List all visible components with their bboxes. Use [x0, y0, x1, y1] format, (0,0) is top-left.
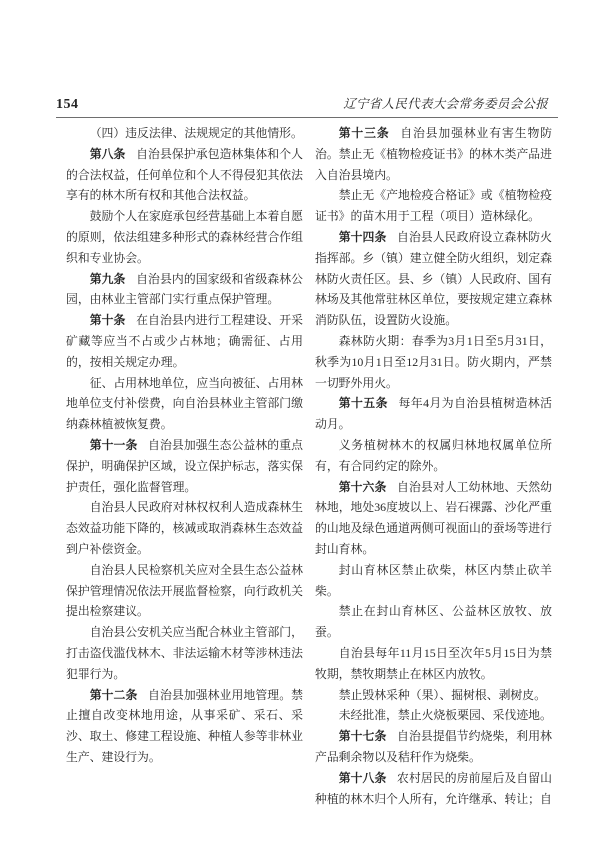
paragraph [66, 560, 303, 622]
article-number: 第八条 [89, 146, 126, 161]
paragraph-text: （四）违反法律、法规规定的其他情形。 [89, 126, 303, 140]
paragraph-text: 每年4月为自治县植树造林活动月。 [315, 396, 553, 432]
paragraph-text: 未经批准，禁止火烧板栗园、采伐迹地。 [338, 708, 552, 723]
paragraph [315, 477, 552, 560]
left-column [66, 123, 303, 809]
paragraph-text: 自治县加强林业用地管理。禁止擅自改变林地用途，从事采矿、采石、采沙、取土、修建工程设施、种植人参等非林业生产、建设行为。 [66, 687, 303, 764]
article-number: 第十五条 [338, 396, 388, 411]
paragraph [315, 726, 552, 768]
paragraph-text: 自治县提倡节约烧柴，利用林产品剩余物以及秸秆作为烧柴。 [315, 729, 552, 764]
paragraph [315, 227, 552, 331]
paragraph-text: 自治县对人工幼林地、天然幼林地，地处36度坡以上、岩石裸露、沙化严重的山地及绿色通道两侧可视面山的蚕场等进行封山育林。 [315, 479, 552, 556]
paragraph-text: 禁止无《产地检疫合格证》或《植物检疫证书》的苗木用于工程（项目）造林绿化。 [315, 188, 552, 224]
paragraph [315, 560, 552, 602]
paragraph [315, 435, 552, 477]
paragraph-text: 禁止在封山育林区、公益林区放牧、放蚕。 [315, 604, 552, 640]
paragraph [66, 373, 303, 435]
paragraph-text: 在自治县内进行工程建设、开采矿藏等应当不占或少占林地；确需征、占用的，按相关规定办理。 [66, 313, 304, 369]
header-rule [56, 117, 558, 118]
paragraph-text: 自治县人民政府对林权权利人造成森林生态效益功能下降的，核减或取消森林生态效益到户补偿资金。 [66, 500, 303, 556]
article-number: 第十七条 [338, 729, 387, 744]
paragraph [66, 685, 303, 768]
paragraph-text: 义务植树林木的权属归林地权属单位所有，有合同约定的除外。 [315, 437, 552, 473]
page-number: 154 [56, 97, 79, 112]
paragraph [315, 705, 552, 726]
paragraph-text: 自治县人民政府设立森林防火指挥部。乡（镇）建立健全防火组织，划定森林防火责任区。县、乡（镇）人民政府、国有林场及其他常驻林区单位，要按规定建立森林消防队伍，设置防火设施。 [315, 229, 552, 328]
paragraph-text: 自治县加强生态公益林的重点保护，明确保护区域，设立保护标志，落实保护责任，强化监督管理。 [66, 437, 303, 494]
paragraph-text: 自治县公安机关应当配合林业主管部门，打击盗伐滥伐林木、非法运输木材等涉林违法犯罪行为。 [66, 625, 303, 681]
right-column [315, 123, 552, 809]
paragraph [315, 643, 552, 685]
article-number: 第十四条 [338, 229, 387, 244]
paragraph [66, 497, 303, 559]
article-number: 第十条 [89, 313, 126, 328]
paragraph [315, 185, 552, 227]
paragraph [66, 206, 303, 268]
paragraph-text: 封山育林区禁止砍柴，林区内禁止砍羊柴。 [315, 562, 552, 598]
article-number: 第十二条 [89, 687, 138, 702]
page-header [56, 94, 558, 113]
journal-title: 辽宁省人民代表大会常务委员会公报 [343, 97, 548, 111]
paragraph [315, 685, 552, 706]
paragraph-text: 自治县每年11月15日至次年5月15日为禁牧期，禁牧期禁止在林区内放牧。 [315, 645, 552, 681]
paragraph-text: 自治县加强林业有害生物防治。禁止无《植物检疫证书》的林木类产品进入自治县境内。 [315, 126, 553, 182]
paragraph-text: 自治县保护承包造林集体和个人的合法权益，任何单位和个人不得侵犯其依法享有的林木所有权和其他合法权益。 [66, 146, 304, 203]
paragraph-text: 农村居民的房前屋后及自留山种植的林木归个人所有，允许继承、转让；自 [315, 770, 552, 806]
text-columns [66, 123, 552, 809]
paragraph [66, 310, 303, 372]
article-number: 第十三条 [338, 126, 390, 140]
paragraph-text: 森林防火期：春季为3月1日至5月31日，秋季为10月1日至12月31日。防火期内，严禁一切野外用火。 [315, 333, 552, 390]
article-number: 第十八条 [338, 770, 387, 785]
paragraph [315, 393, 552, 435]
article-number: 第九条 [89, 271, 126, 286]
paragraph [315, 123, 552, 185]
paragraph-text: 自治县人民检察机关应对全县生态公益林保护管理情况依法开展监督检察，向行政机关提出检察建议。 [66, 562, 303, 619]
paragraph [66, 269, 303, 311]
paragraph [66, 123, 303, 144]
paragraph-text: 鼓励个人在家庭承包经营基础上本着自愿的原则，依法组建多种形式的森林经营合作组织和专业协会。 [66, 209, 303, 265]
paragraph-text: 征、占用林地单位，应当向被征、占用林地单位支付补偿费，向自治县林业主管部门缴纳森林植被恢复费。 [66, 375, 303, 432]
paragraph [66, 435, 303, 497]
paragraph [66, 622, 303, 684]
paragraph [315, 768, 552, 810]
paragraph [66, 144, 303, 206]
paragraph-text: 禁止毁林采种（果）、掘树根、剥树皮。 [338, 687, 546, 702]
paragraph [315, 331, 552, 393]
paragraph [315, 601, 552, 643]
article-number: 第十一条 [89, 437, 138, 452]
article-number: 第十六条 [338, 479, 387, 494]
paragraph-text: 自治县内的国家级和省级森林公园，由林业主管部门实行重点保护管理。 [66, 271, 304, 307]
